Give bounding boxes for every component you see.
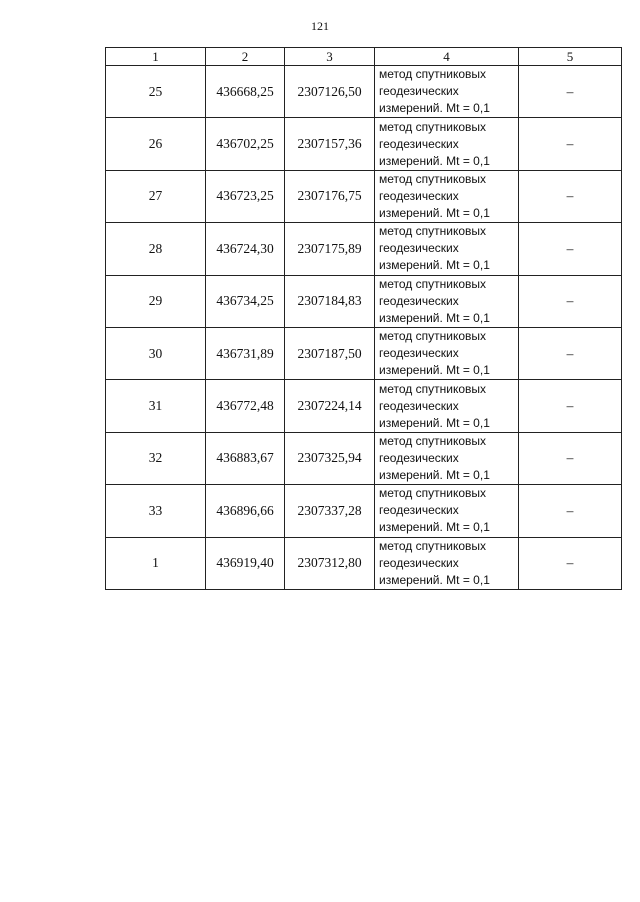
method-line: геодезических: [379, 503, 459, 518]
method-cell: [375, 275, 519, 327]
method-cell: [375, 223, 519, 275]
point-number-cell: 1: [106, 537, 206, 589]
method-cell: [375, 537, 519, 589]
method-line: измерений. Mt = 0,1: [379, 310, 490, 325]
x-coordinate-cell: 436734,25: [206, 275, 285, 327]
y-coordinate-cell: 2307184,83: [285, 275, 375, 327]
x-coordinate-cell: 436723,25: [206, 170, 285, 222]
x-coordinate-cell: 436883,67: [206, 432, 285, 484]
method-cell: [375, 66, 519, 118]
point-number-cell: 29: [106, 275, 206, 327]
method-line: измерений. Mt = 0,1: [379, 415, 490, 430]
note-cell: –: [519, 170, 622, 222]
method-cell: [375, 118, 519, 170]
method-line: измерений. Mt = 0,1: [379, 467, 490, 482]
y-coordinate-cell: 2307176,75: [285, 170, 375, 222]
table-row: [106, 275, 622, 327]
method-cell: [375, 170, 519, 222]
y-coordinate-cell: 2307126,50: [285, 66, 375, 118]
method-line: метод спутниковых: [379, 171, 487, 186]
table-row: [106, 327, 622, 379]
method-line: измерений. Mt = 0,1: [379, 363, 490, 378]
method-line: метод спутниковых: [379, 433, 487, 448]
table-row: [106, 66, 622, 118]
method-line: измерений. Mt = 0,1: [379, 572, 490, 587]
note-cell: –: [519, 327, 622, 379]
column-header: 2: [206, 48, 285, 66]
method-line: метод спутниковых: [379, 538, 487, 553]
x-coordinate-cell: 436772,48: [206, 380, 285, 432]
method-line: измерений. Mt = 0,1: [379, 205, 490, 220]
table-row: [106, 170, 622, 222]
method-line: метод спутниковых: [379, 119, 487, 134]
coordinates-table: [105, 47, 622, 590]
y-coordinate-cell: 2307312,80: [285, 537, 375, 589]
point-number-cell: 30: [106, 327, 206, 379]
method-cell: [375, 432, 519, 484]
method-line: геодезических: [379, 241, 459, 256]
note-cell: –: [519, 118, 622, 170]
method-line: геодезических: [379, 346, 459, 361]
y-coordinate-cell: 2307325,94: [285, 432, 375, 484]
method-line: метод спутниковых: [379, 381, 487, 396]
table-row: [106, 537, 622, 589]
method-cell: [375, 485, 519, 537]
method-line: геодезических: [379, 84, 459, 99]
note-cell: –: [519, 275, 622, 327]
method-line: измерений. Mt = 0,1: [379, 258, 490, 273]
column-header: 3: [285, 48, 375, 66]
method-line: геодезических: [379, 450, 459, 465]
method-line: геодезических: [379, 398, 459, 413]
point-number-cell: 32: [106, 432, 206, 484]
column-header: 1: [106, 48, 206, 66]
note-cell: –: [519, 66, 622, 118]
method-line: геодезических: [379, 136, 459, 151]
table-header-row: [106, 48, 622, 66]
point-number-cell: 31: [106, 380, 206, 432]
column-header: 5: [519, 48, 622, 66]
method-cell: [375, 380, 519, 432]
x-coordinate-cell: 436724,30: [206, 223, 285, 275]
method-line: измерений. Mt = 0,1: [379, 101, 490, 116]
method-line: метод спутниковых: [379, 329, 487, 344]
y-coordinate-cell: 2307337,28: [285, 485, 375, 537]
y-coordinate-cell: 2307157,36: [285, 118, 375, 170]
method-line: измерений. Mt = 0,1: [379, 520, 490, 535]
point-number-cell: 27: [106, 170, 206, 222]
method-line: геодезических: [379, 555, 459, 570]
point-number-cell: 33: [106, 485, 206, 537]
table-row: [106, 485, 622, 537]
page-number: 121: [311, 19, 329, 33]
point-number-cell: 25: [106, 66, 206, 118]
method-line: метод спутниковых: [379, 486, 487, 501]
table-row: [106, 118, 622, 170]
note-cell: –: [519, 223, 622, 275]
table-row: [106, 223, 622, 275]
method-line: геодезических: [379, 293, 459, 308]
y-coordinate-cell: 2307187,50: [285, 327, 375, 379]
table-row: [106, 432, 622, 484]
method-line: геодезических: [379, 188, 459, 203]
column-header: 4: [375, 48, 519, 66]
point-number-cell: 26: [106, 118, 206, 170]
note-cell: –: [519, 537, 622, 589]
method-line: измерений. Mt = 0,1: [379, 153, 490, 168]
table-row: [106, 380, 622, 432]
note-cell: –: [519, 485, 622, 537]
x-coordinate-cell: 436668,25: [206, 66, 285, 118]
point-number-cell: 28: [106, 223, 206, 275]
y-coordinate-cell: 2307224,14: [285, 380, 375, 432]
y-coordinate-cell: 2307175,89: [285, 223, 375, 275]
x-coordinate-cell: 436919,40: [206, 537, 285, 589]
method-line: метод спутниковых: [379, 276, 487, 291]
note-cell: –: [519, 380, 622, 432]
method-cell: [375, 327, 519, 379]
x-coordinate-cell: 436702,25: [206, 118, 285, 170]
note-cell: –: [519, 432, 622, 484]
method-line: метод спутниковых: [379, 224, 487, 239]
method-line: метод спутниковых: [379, 67, 487, 82]
x-coordinate-cell: 436731,89: [206, 327, 285, 379]
x-coordinate-cell: 436896,66: [206, 485, 285, 537]
